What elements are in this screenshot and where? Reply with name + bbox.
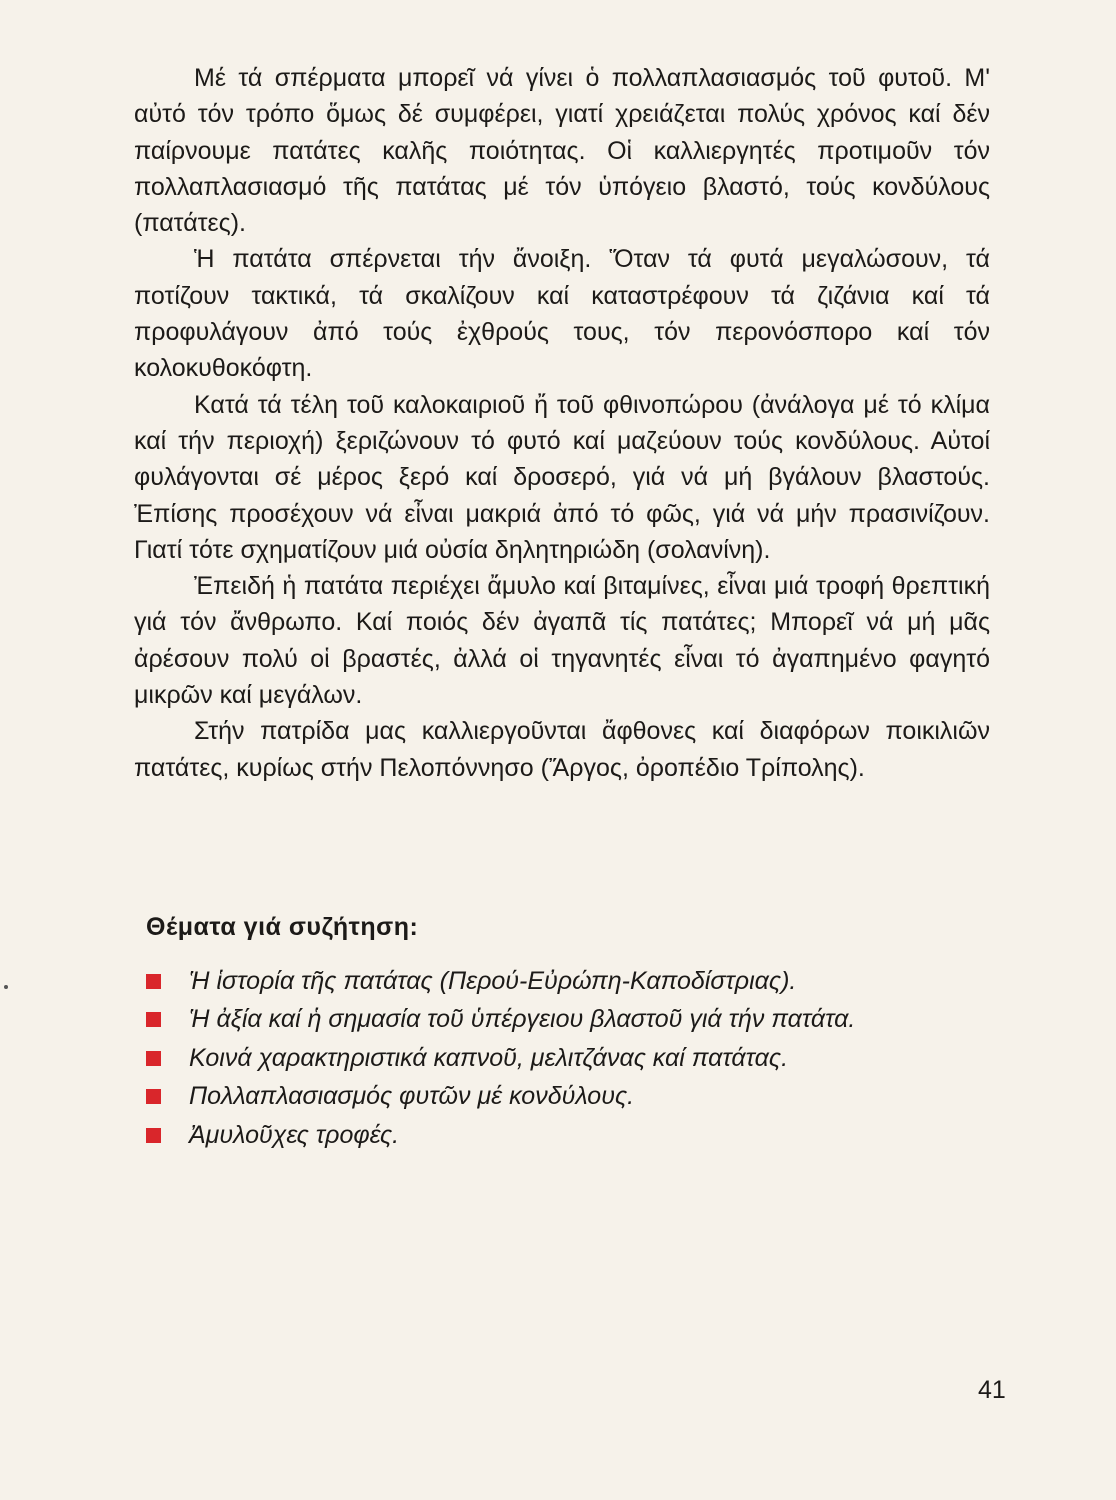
square-bullet-icon [146, 974, 161, 989]
list-item [146, 962, 1006, 1001]
topic-text: Ἡ ἀξία καί ἡ σημασία τοῦ ὑπέργειου βλαστοῦ γιά τήν πατάτα. [189, 1005, 856, 1034]
page-number: 41 [978, 1376, 1006, 1404]
topic-text: Ἡ ἱστορία τῆς πατάτας (Περού-Εὐρώπη-Καποδίστριας). [189, 966, 797, 995]
topic-text: Κοινά χαρακτηριστικά καπνοῦ, μελιτζάνας καί πατάτας. [189, 1043, 789, 1072]
paragraph-harvest-storage: Κατά τά τέλη τοῦ καλοκαιριοῦ ἤ τοῦ φθινοπώρου (ἀνάλογα μέ τό κλίμα καί τήν περιοχή) ξεριζώνουν τό φυτό καί μαζεύουν τούς κονδύλους. Αὐτοί φυλάγονται σέ μέρος ξερό καί δροσερό, γιά νά μή βγάλουν βλαστούς. Ἐπίσης προσέχουν νά εἶναι μακριά ἀπό τό φῶς, γιά νά μήν πρασινίζουν. Γιατί τότε σχηματίζουν μιά οὐσία δηλητηριώδη (σολανίνη). [134, 390, 990, 564]
topic-text: Πολλαπλασιασμός φυτῶν μέ κονδύλους. [189, 1082, 635, 1111]
list-item [146, 1001, 1006, 1040]
list-item [146, 1078, 1006, 1117]
square-bullet-icon [146, 1128, 161, 1143]
paragraph-planting-care: Ἡ πατάτα σπέρνεται τήν ἄνοιξη. Ὅταν τά φυτά μεγαλώσουν, τά ποτίζουν τακτικά, τά σκαλίζουν καί καταστρέφουν τά ζιζάνια καί τά προφυλάγουν ἀπό τούς ἐχθρούς τους, τόν περονόσπορο καί τόν κολοκυθοκόφτη. [134, 245, 990, 383]
margin-dot [4, 985, 8, 989]
square-bullet-icon [146, 1089, 161, 1104]
discussion-topics-heading: Θέματα γιά συζήτηση: [146, 913, 419, 941]
paragraph-nutrition: Ἐπειδή ἡ πατάτα περιέχει ἄμυλο καί βιταμίνες, εἶναι μιά τροφή θρεπτική γιά τόν ἄνθρωπο. Καί ποιός δέν ἀγαπᾶ τίς πατάτες; Μπορεῖ νά μή μᾶς ἀρέσουν πολύ οἱ βραστές, ἀλλά οἱ τηγανητές εἶναι τό ἀγαπημένο φαγητό μικρῶν καί μεγάλων. [134, 572, 990, 710]
paragraph-seed-propagation: Μέ τά σπέρματα μπορεῖ νά γίνει ὁ πολλαπλασιασμός τοῦ φυτοῦ. Μ' αὐτό τόν τρόπο ὅμως δέ συμφέρει, γιατί χρειάζεται πολύς χρόνος καί δέν παίρνουμε πατάτες καλῆς ποιότητας. Οἱ καλλιεργητές προτιμοῦν τόν πολλαπλασιασμό τῆς πατάτας μέ τόν ὑπόγειο βλαστό, τούς κονδύλους (πατάτες). [134, 64, 990, 238]
list-item [146, 1116, 1006, 1155]
paragraph-cultivation-regions: Στήν πατρίδα μας καλλιεργοῦνται ἄφθονες καί διαφόρων ποικιλιῶν πατάτες, κυρίως στήν Πελοπόννησο (Ἄργος, ὀροπέδιο Τρίπολης). [134, 717, 990, 782]
square-bullet-icon [146, 1012, 161, 1027]
body-text [134, 60, 990, 786]
topic-text: Ἀμυλοῦχες τροφές. [189, 1120, 400, 1149]
discussion-topics-list [146, 962, 1006, 1155]
list-item [146, 1039, 1006, 1078]
square-bullet-icon [146, 1051, 161, 1066]
